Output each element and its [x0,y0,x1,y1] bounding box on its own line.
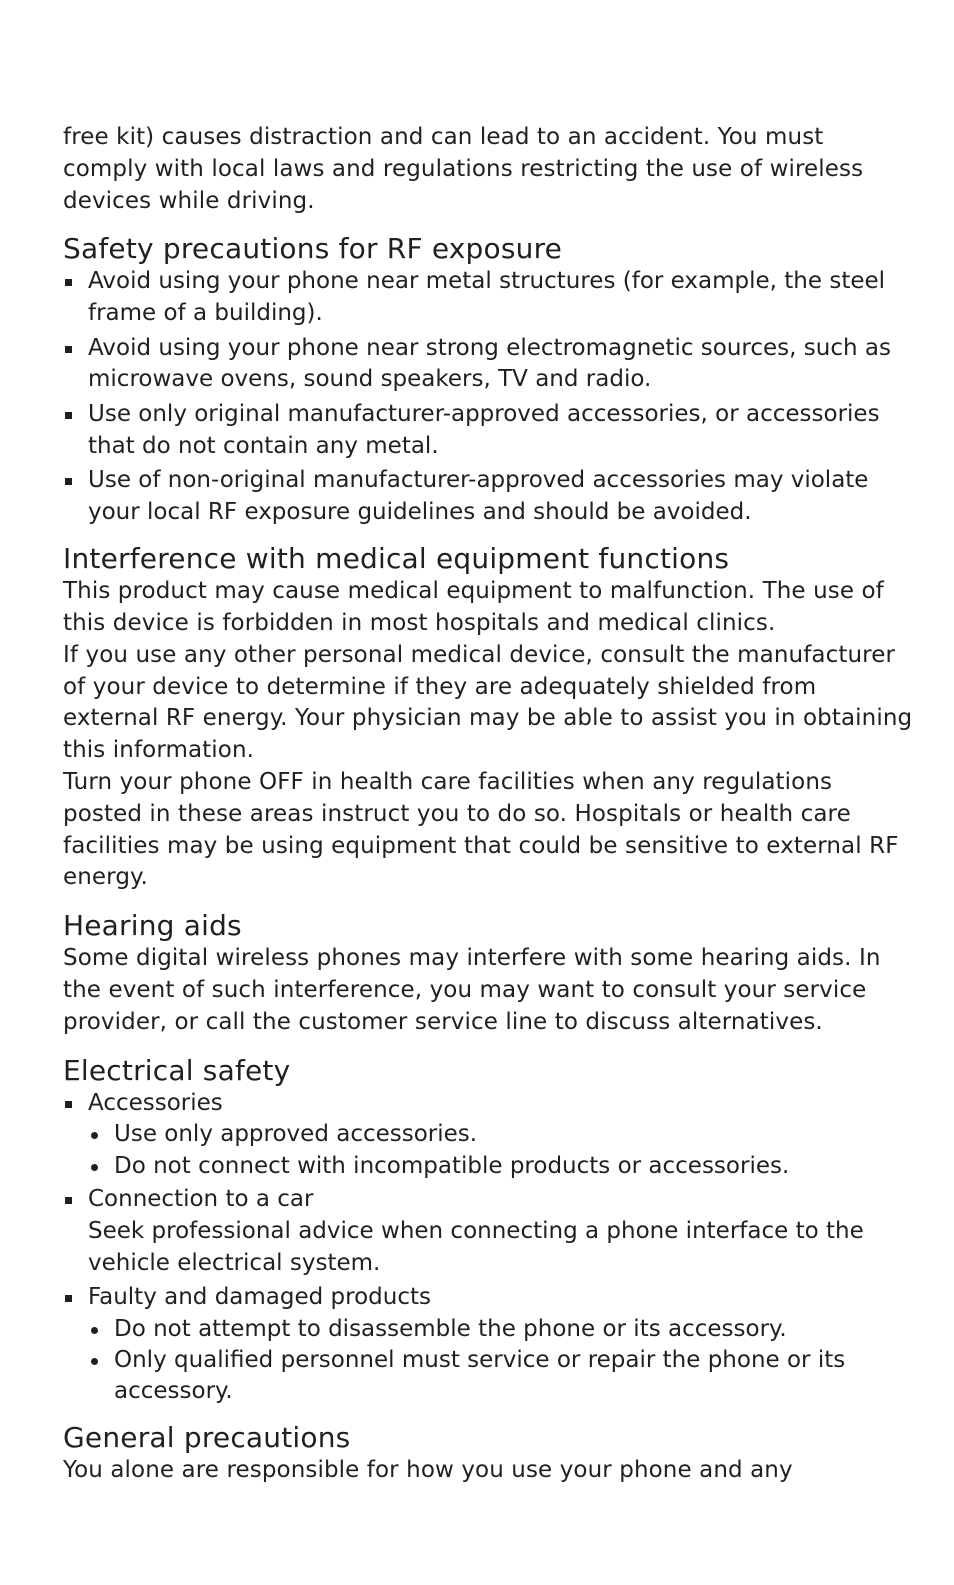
list-item-car-connection [63,1184,914,1279]
medical-paragraph-3: Turn your phone OFF in health care facilities when any regulations posted in these areas instruct you to do so. Hospitals or health care facilities may be using equipment that could be sensitive to external RF energy. [63,768,899,891]
sub-list-item: Use only approved accessories. [88,1119,914,1150]
intro-paragraph: free kit) causes distraction and can lead to an accident. You must comply with local laws and regulations restricting the use of wireless devices while driving. [63,124,864,214]
medical-equipment-heading: Interference with medical equipment functions [63,542,730,576]
rf-exposure-heading: Safety precautions for RF exposure [63,232,563,266]
sub-list-item: Do not attempt to disassemble the phone or its accessory. [88,1314,914,1345]
list-item-accessories [63,1088,914,1182]
list-item: Use of non-original manufacturer-approved accessories may violate your local RF exposure guidelines and should be avoided. [63,465,914,529]
list-item-label: Accessories [88,1089,223,1116]
general-precautions-heading: General precautions [63,1421,351,1455]
list-item-faulty-products [63,1282,914,1407]
medical-paragraph-1: This product may cause medical equipment to malfunction. The use of this device is forbidden in most hospitals and medical clinics. [63,578,884,636]
list-item-text: Seek professional advice when connecting a phone interface to the vehicle electrical system. [88,1218,864,1276]
accessories-sublist [88,1119,914,1181]
list-item: Avoid using your phone near strong electromagnetic sources, such as microwave ovens, sound speakers, TV and radio. [63,333,914,397]
medical-paragraph-2: If you use any other personal medical device, consult the manufacturer of your device to determine if they are adequately shielded from external RF energy. Your physician may be able to assist you in obtaining this information. [63,641,913,764]
general-precautions-paragraph: You alone are responsible for how you use your phone and any [63,1457,793,1484]
faulty-sublist [88,1314,914,1408]
list-item: Avoid using your phone near metal structures (for example, the steel frame of a building). [63,266,914,330]
sub-list-item: Only qualified personnel must service or repair the phone or its accessory. [88,1345,914,1407]
hearing-aids-paragraph: Some digital wireless phones may interfere with some hearing aids. In the event of such interference, you may want to consult your service provider, or call the customer service line to discuss alternatives. [63,945,881,1035]
rf-exposure-list [63,266,914,528]
list-item: Use only original manufacturer-approved accessories, or accessories that do not contain any metal. [63,399,914,463]
list-item-label: Faulty and damaged products [88,1284,432,1311]
hearing-aids-heading: Hearing aids [63,909,242,943]
electrical-safety-heading: Electrical safety [63,1053,291,1087]
list-item-label: Connection to a car [88,1186,314,1213]
sub-list-item: Do not connect with incompatible products or accessories. [88,1151,914,1182]
electrical-safety-list [63,1088,914,1408]
